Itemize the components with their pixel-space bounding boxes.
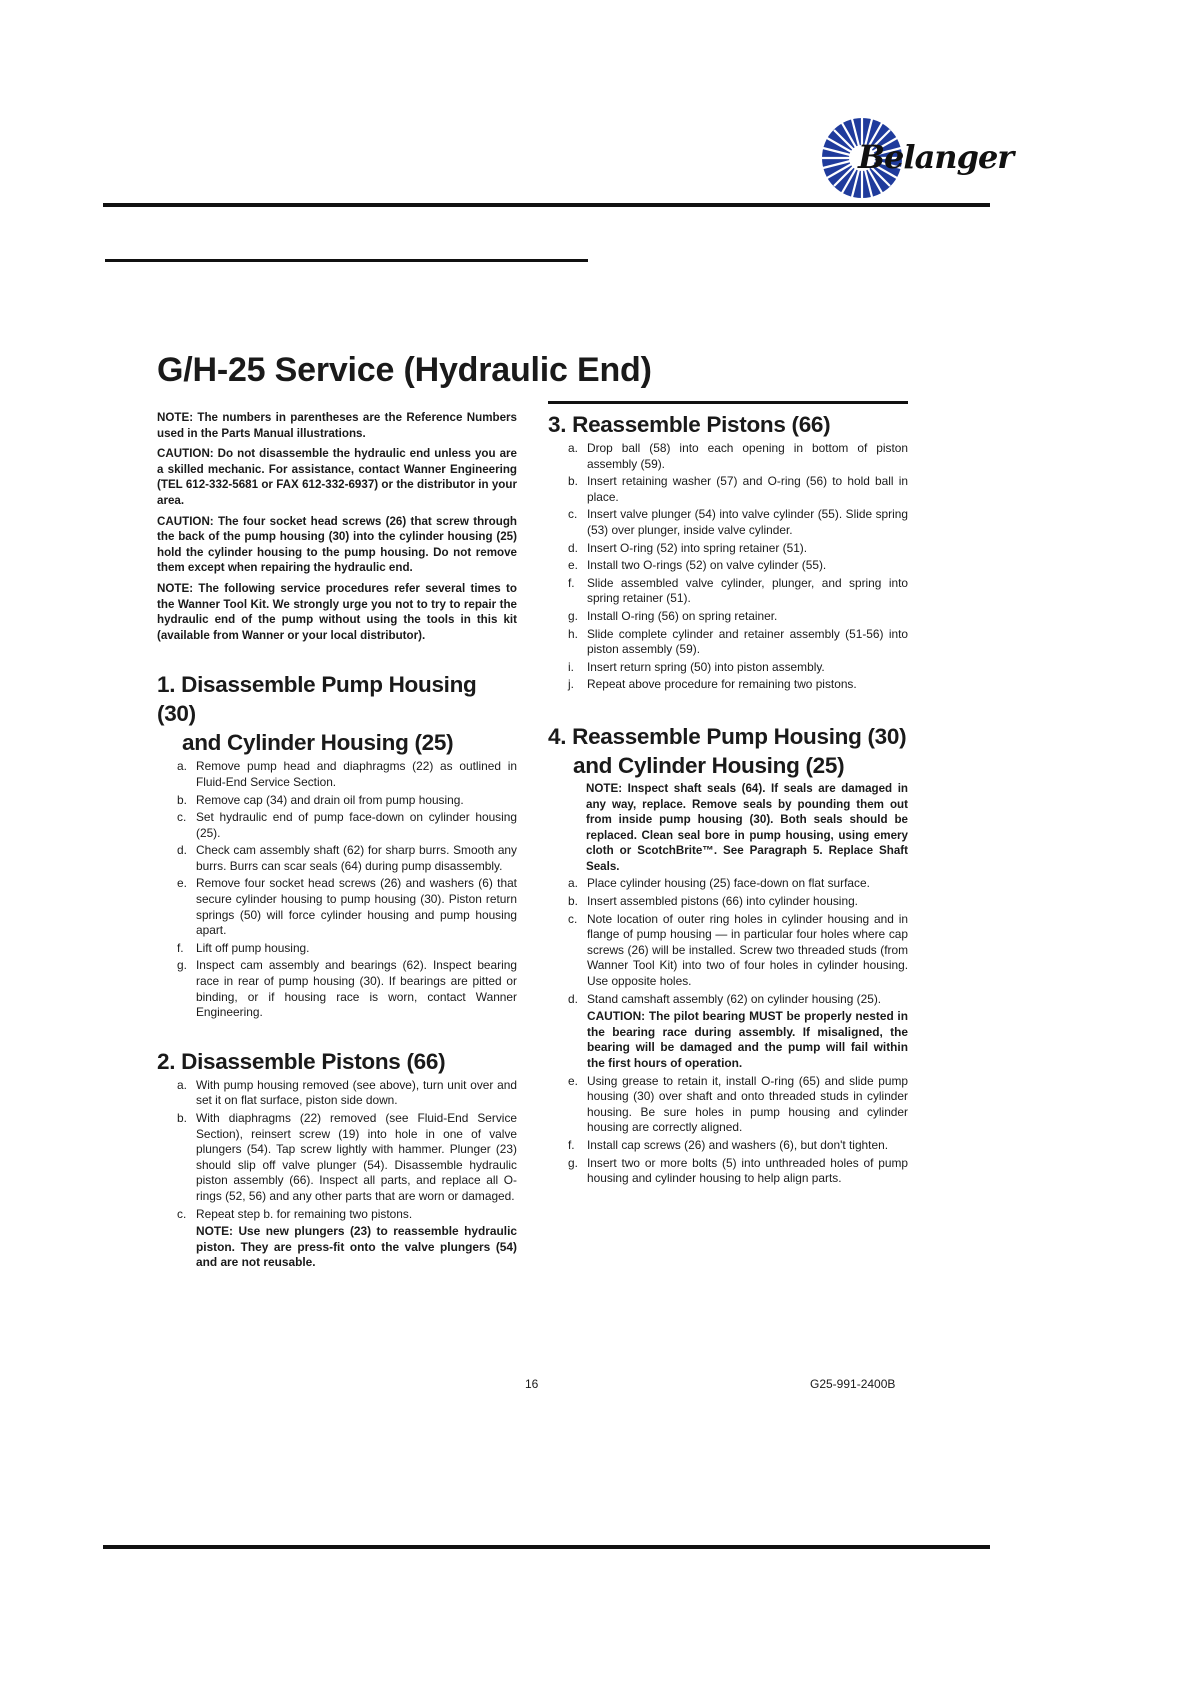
section-1-steps <box>157 759 517 1021</box>
note-wanner-tool-kit: NOTE: The following service procedures refer several times to the Wanner Tool Kit. We strongly urge you not to try to repair the hydraulic end of the pump without using the tools in this kit (available from Wanner or your local distributor). <box>157 581 517 642</box>
step-item: j. Repeat above procedure for remaining two pistons. <box>568 677 857 692</box>
bottom-rule <box>103 1545 990 1549</box>
title-right-rule <box>548 401 908 404</box>
step-item: i. Insert return spring (50) into piston assembly. <box>568 659 825 674</box>
step-item: g. Insert two or more bolts (5) into unthreaded holes of pump housing and cylinder housing to help align parts. <box>568 1155 908 1186</box>
new-plungers-note: NOTE: Use new plungers (23) to reassemble hydraulic piston. They are press-fit onto the valve plungers (54) and are not reusable. <box>196 1224 517 1270</box>
shaft-seals-note: NOTE: Inspect shaft seals (64). If seals are damaged in any way, replace. Remove seals by pounding them out from inside pump housing (30). Both seals should be replaced. Clean seal bore in pump housing, using emery cloth or ScotchBrite™. See Paragraph 5. Replace Shaft Seals. <box>586 781 908 873</box>
page-number: 16 <box>525 1377 539 1391</box>
step-item: f. Install cap screws (26) and washers (6), but don't tighten. <box>568 1137 889 1152</box>
step-item: e. Using grease to retain it, install O-ring (65) and slide pump housing (30) over shaft and onto threaded studs in cylinder housing. Be sure holes in pump housing and cylinder housing are correctly aligned. <box>568 1073 908 1135</box>
section-3-heading: 3. Reassemble Pistons (66) <box>548 412 831 437</box>
note-reference-numbers: NOTE: The numbers in parentheses are the Reference Numbers used in the Parts Manual illustrations. <box>157 411 517 440</box>
step-item: d. Insert O-ring (52) into spring retainer (51). <box>568 540 808 555</box>
page-title: G/H-25 Service (Hydraulic End) <box>157 351 652 389</box>
caution-socket-head-screws: CAUTION: The four socket head screws (26) that screw through the back of the pump housing (30) into the cylinder housing (25) hold the cylinder housing to the pump housing. Do not remove them except when repairing the hydraulic end. <box>157 514 517 575</box>
section-3-steps <box>548 441 908 693</box>
pilot-bearing-caution: CAUTION: The pilot bearing MUST be properly nested in the bearing race during assembly. If misaligned, the bearing will be damaged and the pump will fail within the first hours of operation. <box>587 1009 908 1070</box>
top-rule <box>103 203 990 207</box>
step-item: h. Slide complete cylinder and retainer assembly (51-56) into piston assembly (59). <box>568 626 908 657</box>
step-item: a. With pump housing removed (see above), turn unit over and set it on flat surface, piston side down. <box>177 1077 517 1108</box>
belanger-logo <box>818 113 1014 203</box>
left-column <box>157 410 517 1273</box>
section-1-heading <box>157 670 517 757</box>
header-short-rule <box>105 259 588 262</box>
section-4-heading-line2: and Cylinder Housing (25) <box>573 752 845 778</box>
logo-wordmark: Belanger <box>858 138 1014 176</box>
step-item: c. Insert valve plunger (54) into valve cylinder (55). Slide spring (53) over plunger, inside valve cylinder. <box>568 507 908 537</box>
section-2-heading: 2. Disassemble Pistons (66) <box>157 1048 446 1074</box>
step-item: b. Insert assembled pistons (66) into cylinder housing. <box>568 894 858 909</box>
step-item: e. Install two O-rings (52) on valve cylinder (55). <box>568 558 827 573</box>
step-item: b. With diaphragms (22) removed (see Fluid-End Service Section), reinsert screw (19) into hole in one of valve plungers (54). Tap screw lightly with hammer. Plunger (23) should slip off valve plunger (54). Disassemble hydraulic piston assembly (66). Inspect all parts, and replace all O-rings (52, 56) and any other parts that are worn or damaged. <box>177 1111 517 1203</box>
section-4-heading-line1: 4. Reassemble Pump Housing (30) <box>548 723 907 749</box>
step-item: d. Stand camshaft assembly (62) on cylinder housing (25). CAUTION: The pilot bearing MUST be properly nested in the bearing race during assembly. If misaligned, the bearing will be damaged and the pump will fail within the first hours of operation. <box>568 991 908 1070</box>
section-1-heading-line1: 1. Disassemble Pump Housing (30) <box>157 672 477 727</box>
step-item: b. Insert retaining washer (57) and O-ring (56) to hold ball in place. <box>568 474 908 504</box>
step-item: f. Slide assembled valve cylinder, plunger, and spring into spring retainer (51). <box>568 575 908 606</box>
right-column <box>548 410 908 1189</box>
step-item: c. Note location of outer ring holes in cylinder housing and in flange of pump housing — in particular four holes where cap screws (26) will be installed. Screw two threaded studs (from Wanner Tool Kit) into two of four holes in cylinder housing. Use opposite holes. <box>568 911 908 989</box>
section-1-heading-line2: and Cylinder Housing (25) <box>182 730 454 756</box>
document-code: G25-991-2400B <box>810 1377 896 1391</box>
step-item: g. Install O-ring (56) on spring retainer. <box>568 608 778 623</box>
step-item: a. Place cylinder housing (25) face-down on flat surface. <box>568 876 870 891</box>
section-2-steps <box>157 1078 517 1271</box>
step-item: c. Repeat step b. for remaining two pistons. NOTE: Use new plungers (23) to reassemble hydraulic piston. They are press-fit onto the valve plungers (54) and are not reusable. <box>177 1206 517 1270</box>
section-4-heading <box>548 722 908 780</box>
step-item: a. Remove pump head and diaphragms (22) as outlined in Fluid-End Service Section. <box>177 759 517 789</box>
step-item: b. Remove cap (34) and drain oil from pump housing. <box>177 792 464 807</box>
step-item: a. Drop ball (58) into each opening in bottom of piston assembly (59). <box>568 441 908 471</box>
step-item: d. Check cam assembly shaft (62) for sharp burrs. Smooth any burrs. Burrs can scar seals (64) during pump disassembly. <box>177 843 517 873</box>
step-item: e. Remove four socket head screws (26) and washers (6) that secure cylinder housing to pump housing (30). Piston return springs (50) will force cylinder housing and pump housing apart. <box>177 876 517 938</box>
caution-skilled-mechanic: CAUTION: Do not disassemble the hydraulic end unless you are a skilled mechanic. For assistance, contact Wanner Engineering (TEL 612-332-5681 or FAX 612-332-6937) or the distributor in your area. <box>157 447 517 507</box>
step-item: f. Lift off pump housing. <box>177 940 310 955</box>
step-item: g. Inspect cam assembly and bearings (62). Inspect bearing race in rear of pump housing (30). If bearings are pitted or binding, or if housing race is worn, contact Wanner Engineering. <box>177 958 517 1020</box>
step-item: c. Set hydraulic end of pump face-down on cylinder housing (25). <box>177 810 517 840</box>
section-4-steps <box>548 876 908 1186</box>
